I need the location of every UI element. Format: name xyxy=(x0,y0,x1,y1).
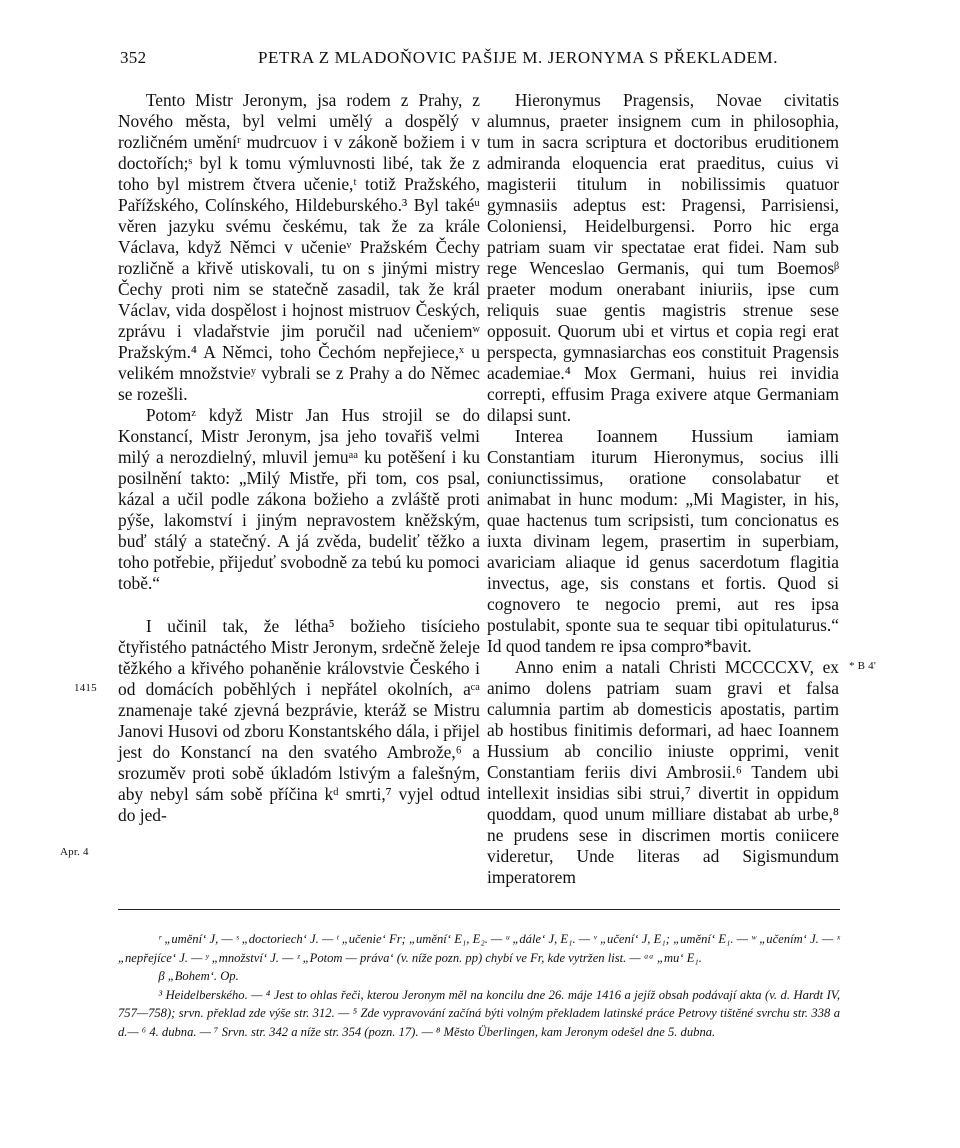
latin-paragraph: Hieronymus Pragensis, Novae civitatis alumnus, praeter insignem cum in philosophia, tum in sacra scriptura et doctoribus eruditionem admiranda eloquencia erat praeditus, cuius vi magisterii titulum in nobilissimis quatuor gymnasiis adeptus est: Pragensi, Parrisiensi, Coloniensi, Heidelburgensi. Porro hic erga patriam suam vir spectatae erat fidei. Nam sub rege Wenceslao Germanis, qui tum Boemosᵝ praeter modum onerabant iniuriis, ipse cum reliquis suae gentis magistris strenue sese opposuit. Quorum ubi et virtus et copia regi erat perspecta, gymnasiarchas eos constituit Pragensis academiae.⁴ Mox Germani, huius rei invidia correpti, effusim Praga exivere atque Germaniam dilapsi sunt. xyxy=(487,90,839,425)
latin-text-column xyxy=(487,90,839,888)
footnote-rule xyxy=(118,909,840,910)
latin-paragraph: Anno enim a natali Christi MCCCCXV, ex animo dolens patriam suam gravi et falsa calumnia partim ab domesticis apostatis, partim ab hostibus finitimis deformari, ad haec Ioannem Hussium ab concilio iniuste opprimi, venit Constantiam feriis divi Ambrosii.⁶ Tandem ubi intellexit insidias sibi strui,⁷ divertit in oppidum quoddam, quod unum milliare distabat ab urbe,⁸ ne prudens sese in discrimen mortis coniicere videretur, Unde literas ad Sigismundum imperatorem xyxy=(487,657,839,887)
margin-note-year: 1415 xyxy=(74,682,97,694)
latin-paragraph: Interea Ioannem Hussium iamiam Constantiam iturum Hieronymus, socius illi coniunctissimus, oratione consolabatur et animabat in hunc modum: „Mi Magister, in his, quae hactenus tum scripsisti, tum concionatus es iuxta divinam legem, prasertim in superbiam, avariciam aliaque id genus sacerdotum flagitia invectus, age, sis constans et fortis. Quod si cognovero te negocio premi, aut res ipsa postulabit, sponte sua te sequar tibi opitulaturus.“ Id quod tandem re ipsa compro*bavit. xyxy=(487,426,839,656)
running-head: PETRA Z MLADOŇOVIC PAŠIJE M. JERONYMA S PŘEKLADEM. xyxy=(258,48,779,67)
footnote-block: ³ Heidelberského. — ⁴ Jest to ohlas řeči, kterou Jeronym měl na koncilu dne 26. máje 1416 a jejíž obsah podávají akta (v. d. Hardt IV, 757—758); srvn. překlad zde výše str. 312. — ⁵ Zde vypravování začíná býti volným překladem latinské práce Petrovy tištěné svrchu str. 338 a d.— ⁶ 4. dubna. — ⁷ Srvn. str. 342 a níže str. 354 (pozn. 17). — ⁸ Město Überlingen, kam Jeronym odešel dne 5. dubna. xyxy=(118,987,840,1039)
margin-note-folio: * B 4' xyxy=(849,660,877,672)
margin-note-date: Apr. 4 xyxy=(60,846,89,858)
czech-paragraph: Potomᶻ když Mistr Jan Hus strojil se do Konstancí, Mistr Jeronym, jsa jeho tovařiš velmi milý a nerozdielný, mluvil jemuᵃᵃ ku potěšení i ku posilnění takto: „Milý Mistře, při tom, cos psal, kázal a učil podle zákona božieho a zvláště proti pýše, lakomství i jiným nepravostem kněžským, buď stálý a statečný. A já zvěda, budeliť těžko a toho potřebie, přijeduť svobodně za tebú ku pomoci tobě.“ xyxy=(118,405,480,593)
page-number: 352 xyxy=(120,48,147,67)
footnotes xyxy=(118,930,840,1042)
czech-text-column xyxy=(118,90,480,826)
footnote-block: ʳ „umění‘ J, — ˢ „doctoriech‘ J. — ᵗ „učenie‘ Fr; „umění‘ E₁, E₂. — ᵘ „dále‘ J, E₁. — ᵛ „učení‘ J, E₁; „umění‘ E₁. — ʷ „učením‘ J. — ˣ „nepřejíce‘ J. — ʸ „množství‘ J. — ᶻ „Potom — práva‘ (v. níže pozn. pp) chybí ve Fr, kde vytržen list. — ᵃᵃ „mu‘ E₁. xyxy=(118,932,840,965)
czech-paragraph: Tento Mistr Jeronym, jsa rodem z Prahy, z Nového města, byl velmi umělý a dospělý v rozličném uměníʳ mudrcuov i v zákoně božiem i v doctořích;ˢ byl k tomu výmluvnosti libé, tak že z toho byl mistrem čtvera učenie,ᵗ totiž Pražského, Pařížského, Colínského, Hildeburského.³ Byl takéᵘ věren jazyku svému českému, tak že za krále Václava, když Němci v učenieᵛ Pražském Čechy rozličně a křivě utiskovali, tu on s jinými mistry Čechy proti nim se statečně zasadil, tak že král Václav, vida dospělost i hojnost mistruov Českých, zprávu i vladařstvie jim poručil nad učeniemʷ Pražským.⁴ A Němci, toho Čechóm nepřejiece,ˣ u velikém množstvieʸ vybrali se z Prahy a do Němec se rozešli. xyxy=(118,90,480,404)
footnote-block: β „Bohem‘. Op. xyxy=(158,969,239,984)
czech-paragraph: I učinil tak, že létha⁵ božieho tisícieho čtyřistého patnáctého Mistr Jeronym, srdečně želeje těžkého a křivého pohaněnie královstvie Českého i od domácích poběhlých i nepřátel okolních, aᶜᵃ znamenaje také zjevná bezprávie, kteráž se Mistru Janovi Husovi od zboru Konstantského dála, i přijel jest do Konstancí na den svatého Ambrože,⁶ a srozuměv proti sobě úkladóm lstivým a falešným, aby nebyl sám sobě příčina kᵈ smrti,⁷ vyjel odtud do jed- xyxy=(118,616,480,825)
